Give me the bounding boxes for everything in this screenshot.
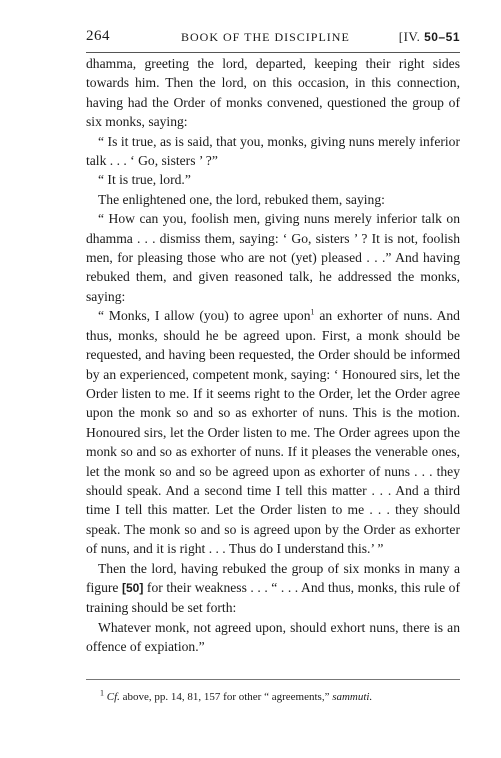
paragraph: [86, 559, 460, 618]
running-title: BOOK OF THE DISCIPLINE: [181, 30, 350, 44]
footnote-term: sammuti.: [332, 691, 373, 703]
paragraph: dhamma, greeting the lord, departed, keeping their right sides towards him. Then the lord, on this occasion, in this connection, having had the Order of monks convened, questioned the group of six monks, saying:: [86, 56, 460, 130]
section-reference-prefix: [IV.: [398, 29, 421, 44]
footnote: [100, 690, 460, 704]
paragraph: Whatever monk, not agreed upon, should exhort nuns, there is an offence of expiation.”: [86, 619, 460, 655]
footnote-cf: Cf.: [106, 691, 120, 703]
header-rule: [86, 52, 460, 53]
footnote-text: above, pp. 14, 81, 157 for other “ agreements,”: [119, 691, 333, 703]
paragraph-text: Then the lord, having rebuked the group of six monks in many a figure: [86, 560, 460, 595]
paragraph: [86, 306, 460, 558]
page-number: 264: [86, 28, 110, 44]
running-header: [86, 28, 460, 48]
paragraph: The enlightened one, the lord, rebuked them, saying:: [98, 191, 385, 207]
footnote-rule: [86, 679, 460, 680]
paragraph-text: for their weakness . . . “ . . . And thus, monks, this rule of training should be set forth:: [86, 579, 460, 616]
section-reference: [399, 29, 460, 45]
paragraph: “ How can you, foolish men, giving nuns merely inferior talk on dhamma . . . dismiss them, saying: ‘ Go, sisters ’ ? It is not, foolish men, for pleasing those who are not (yet) pleased . . .” And having rebuked them, and given reasoned talk, he addressed the monks, saying:: [86, 211, 460, 304]
paragraph-text: an exhorter of nuns. And thus, monks, should he be agreed upon. First, a monk should be requested, and having been requested, the Order should be informed by an experienced, competent monk, saying: ‘ Honoured sirs, let the Order listen to me. If it seems right to the Order, let the Order agree upon the monk so and so as exhorter of nuns. This is the motion. Honoured sirs, let the Order listen to me. The Order agrees upon the monk so and so as exhorter of nuns. If it pleases the venerable ones, let the monk so and so be agreed upon as exhorter of nuns . . . they should speak. And a second time I tell this matter . . . And a third time I tell this matter. Let the Order listen to me . . . they should speak. The monk so and so is agreed upon by the Order as exhorter of nuns, and it is right . . . Thus do I understand this.’ ”: [86, 308, 460, 557]
main-text: [86, 54, 460, 657]
section-reference-numbers: 50–51: [424, 30, 460, 44]
paragraph: “ Is it true, as is said, that you, monks, giving nuns merely inferior talk . . . ‘ Go, sisters ’ ?”: [86, 133, 460, 169]
page-reference: [50]: [122, 580, 144, 595]
paragraph: “ It is true, lord.”: [98, 172, 191, 188]
paragraph-text: “ Monks, I allow (you) to agree upon: [98, 308, 311, 324]
footnote-number: 1: [100, 688, 104, 698]
footnote-marker: 1: [310, 307, 315, 317]
